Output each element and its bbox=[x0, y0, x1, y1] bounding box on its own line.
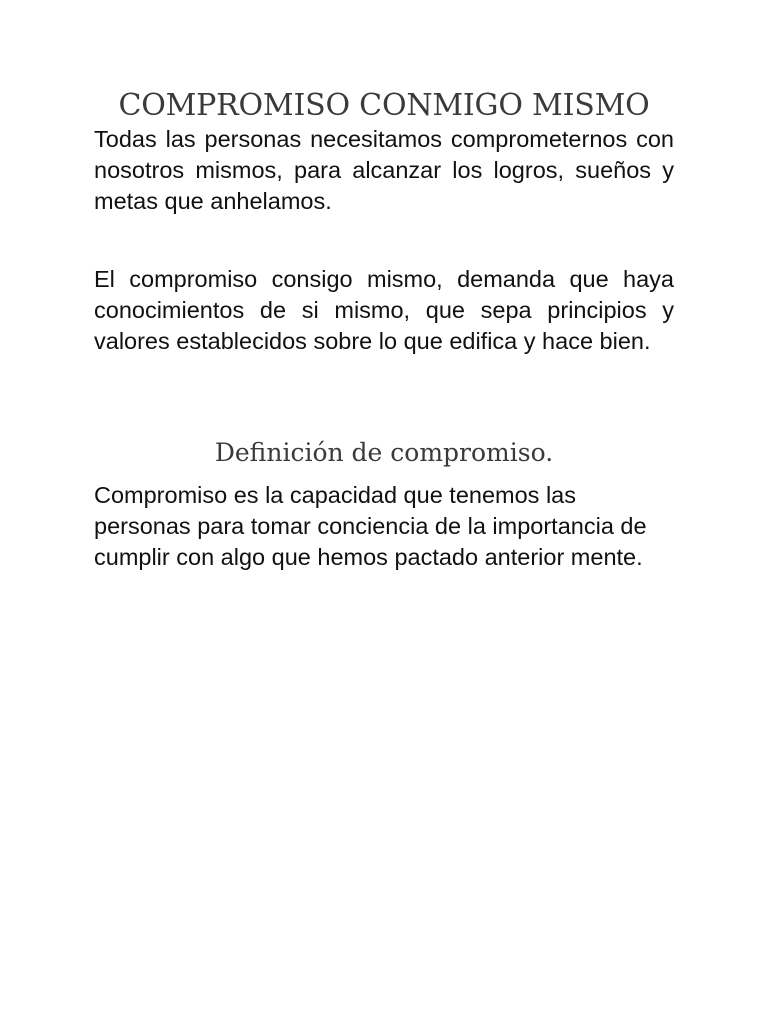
paragraph-intro: Todas las personas necesitamos comprometernos con nosotros mismos, para alcanzar los logros, sueños y metas que anhelamos. bbox=[94, 126, 674, 214]
paragraph-definition: Compromiso es la capacidad que tenemos las personas para tomar conciencia de la importancia de cumplir con algo que hemos pactado anterior mente. bbox=[94, 482, 647, 570]
paragraph-commitment-self: El compromiso consigo mismo, demanda que haya conocimientos de si mismo, que sepa principios y valores establecidos sobre lo que edifica y hace bien. bbox=[94, 266, 674, 354]
section-subtitle: Definición de compromiso. bbox=[214, 438, 554, 467]
document-title: COMPROMISO CONMIGO MISMO bbox=[118, 88, 650, 123]
